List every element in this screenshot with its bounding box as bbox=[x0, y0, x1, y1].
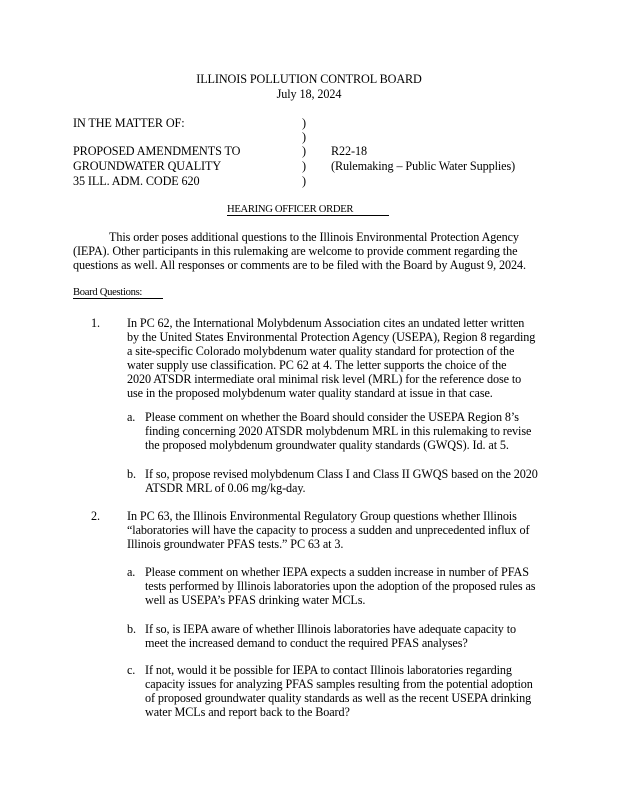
caption-paren: ) bbox=[302, 130, 306, 144]
subquestion-line: ATSDR MRL of 0.06 mg/kg-day. bbox=[145, 481, 306, 495]
board-questions-heading: Board Questions: bbox=[73, 287, 143, 298]
rulemaking-type: (Rulemaking – Public Water Supplies) bbox=[331, 159, 516, 173]
subquestion-letter: c. bbox=[127, 663, 136, 677]
caption-line-2: GROUNDWATER QUALITY bbox=[73, 159, 222, 173]
subquestion-line: Please comment on whether the Board should consider the USEPA Region 8’s bbox=[145, 410, 519, 424]
question-2b-text bbox=[145, 622, 516, 650]
question-line: In PC 63, the Illinois Environmental Regulatory Group questions whether Illinois bbox=[127, 509, 517, 523]
subquestion-letter: a. bbox=[127, 410, 136, 424]
subquestion-line: tests performed by Illinois laboratories upon the adoption of the proposed rules as bbox=[145, 579, 536, 593]
caption-paren: ) bbox=[302, 159, 306, 173]
subquestion-line: If so, is IEPA aware of whether Illinois laboratories have adequate capacity to bbox=[145, 622, 517, 636]
question-number: 1. bbox=[91, 316, 100, 330]
subquestion-line: capacity issues for analyzing PFAS samples resulting from the potential adoption bbox=[145, 677, 533, 691]
caption-paren: ) bbox=[302, 144, 306, 158]
question-line: by the United States Environmental Protection Agency (USEPA), Region 8 regarding bbox=[127, 330, 536, 344]
question-line: In PC 62, the International Molybdenum Association cites an undated letter written bbox=[127, 316, 525, 330]
document-date: July 18, 2024 bbox=[276, 87, 342, 101]
board-questions-underline bbox=[73, 298, 163, 299]
question-line: use in the proposed molybdenum water quality standard at issue in that case. bbox=[127, 386, 493, 400]
order-title: HEARING OFFICER ORDER bbox=[227, 204, 354, 215]
subquestion-line: meet the increased demand to conduct the required PFAS analyses? bbox=[145, 636, 468, 650]
order-title-underline bbox=[227, 215, 389, 216]
question-2a-text bbox=[145, 565, 535, 607]
question-1b-text bbox=[145, 467, 538, 495]
subquestion-line: If not, would it be possible for IEPA to contact Illinois laboratories regarding bbox=[145, 663, 512, 677]
intro-line-3: questions as well. All responses or comments are to be filed with the Board by August 9, 2024. bbox=[73, 258, 526, 272]
caption-paren: ) bbox=[302, 116, 306, 130]
subquestion-line: If so, propose revised molybdenum Class I and Class II GWQS based on the 2020 bbox=[145, 467, 538, 481]
subquestion-line: Please comment on whether IEPA expects a sudden increase in number of PFAS bbox=[145, 565, 529, 579]
intro-line-1: This order poses additional questions to the Illinois Environmental Protection Agency bbox=[109, 230, 519, 244]
agency-title: ILLINOIS POLLUTION CONTROL BOARD bbox=[196, 72, 422, 86]
question-number: 2. bbox=[91, 509, 100, 523]
subquestion-letter: b. bbox=[127, 467, 136, 481]
subquestion-line: water MCLs and report back to the Board? bbox=[145, 705, 350, 719]
question-1a-text bbox=[145, 410, 531, 452]
question-2c-text bbox=[145, 663, 533, 719]
question-line: water supply use classification. PC 62 at 4. The letter supports the choice of the bbox=[127, 358, 507, 372]
intro-line-2: (IEPA). Other participants in this rulemaking are welcome to provide comment regarding the bbox=[73, 244, 518, 258]
subquestion-line: the proposed molybdenum groundwater quality standards (GWQS). Id. at 5. bbox=[145, 438, 509, 452]
question-2-text bbox=[127, 509, 529, 551]
question-line: “laboratories will have the capacity to process a sudden and unprecedented influx of bbox=[127, 523, 530, 537]
question-1-text bbox=[127, 316, 535, 400]
in-the-matter-of: IN THE MATTER OF: bbox=[73, 116, 185, 130]
subquestion-line: of proposed groundwater quality standards as well as the recent USEPA drinking bbox=[145, 691, 532, 705]
question-line: 2020 ATSDR intermediate oral minimal risk level (MRL) for the reference dose to bbox=[127, 372, 522, 386]
caption-line-1: PROPOSED AMENDMENTS TO bbox=[73, 144, 241, 158]
question-line: a site-specific Colorado molybdenum water quality standard for protection of the bbox=[127, 344, 515, 358]
caption-paren: ) bbox=[302, 174, 306, 188]
docket-number: R22-18 bbox=[331, 144, 367, 158]
subquestion-line: well as USEPA’s PFAS drinking water MCLs. bbox=[145, 593, 366, 607]
question-line: Illinois groundwater PFAS tests.” PC 63 at 3. bbox=[127, 537, 344, 551]
subquestion-letter: a. bbox=[127, 565, 136, 579]
caption-line-3: 35 ILL. ADM. CODE 620 bbox=[73, 174, 200, 188]
subquestion-line: finding concerning 2020 ATSDR molybdenum MRL in this rulemaking to revise bbox=[145, 424, 532, 438]
subquestion-letter: b. bbox=[127, 622, 136, 636]
